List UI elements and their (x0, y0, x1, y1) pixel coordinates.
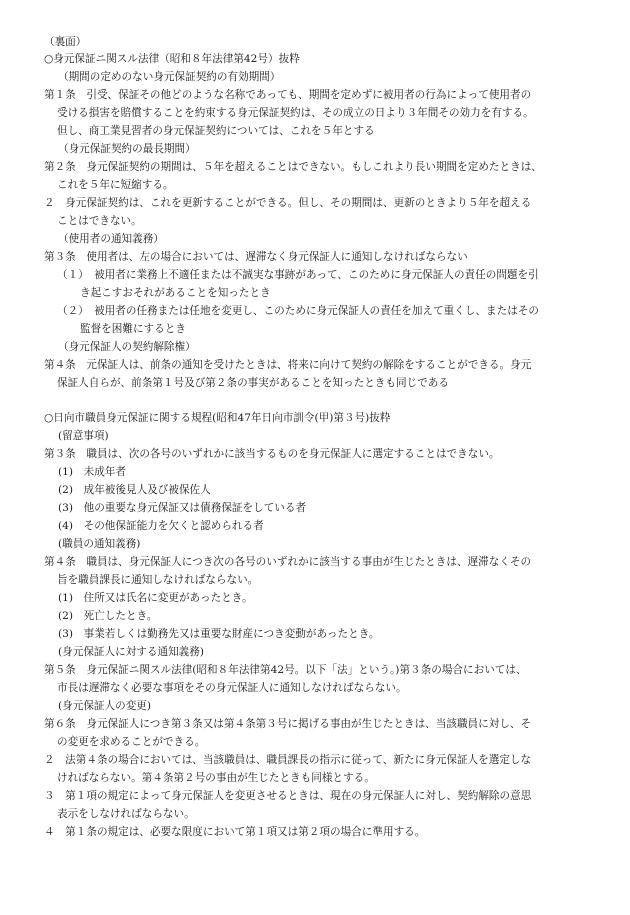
section2-article6-paragraph4-line1: ４ 第１条の規定は、必要な限度において第１項又は第２項の場合に準用する。 (44, 826, 426, 838)
section2-article6-line1: 第６条 身元保証人につき第３条又は第４条第３号に掲げる事由が生じたときは、当該職員に対し、そ (44, 718, 532, 730)
section2-article3-line1: 第３条 職員は、次の各号のいずれかに該当するものを身元保証人に選定することはできない。 (44, 448, 500, 460)
section2-article6-paragraph2-line1: ２ 法第４条の場合においては、当該職員は、職員課長の指示に従って、新たに身元保証人を選定しな (44, 754, 532, 766)
section2-article4-line1: 第４条 職員は、身元保証人につき次の各号のいずれかに該当する事由が生じたときは、遅滞なくその (44, 556, 532, 568)
section2-article6-line2: の変更を求めることができる。 (57, 736, 206, 748)
section2-article5-line1: 第５条 身元保証ニ関スル法律(昭和８年法律第42号。以下「法」という。)第３条の場合においては、 (44, 664, 527, 676)
section1-article3-item1-line1: （１） 被用者に業務上不適任または不誠実な事跡があって、このために身元保証人の責任の問題を引 (57, 269, 539, 281)
section1-article1-line3: 但し、商工業見習者の身元保証契約については、これを５年とする (57, 125, 375, 137)
section1-article4-line1: 第４条 元保証人は、前条の通知を受けたときは、将来に向けて契約の解除をすることができる。身元 (44, 359, 532, 371)
section1-heading-max-period: （身元保証契約の最長期間） (58, 143, 196, 155)
section2-article3-item: (3) 他の重要な身元保証又は債務保証をしている者 (58, 502, 307, 514)
section2-heading-notes: (留意事項) (58, 430, 109, 442)
section2-heading-guarantor-notice: (身元保証人に対する通知義務) (58, 646, 204, 658)
section2-article6-paragraph3-line2: 表示をしなければならない。 (57, 808, 195, 820)
section2-article6-paragraph3-line1: ３ 第１項の規定によって身元保証人を変更させるときは、現在の身元保証人に対し、契約解除の意思 (44, 790, 532, 802)
section2-article4-item: (1) 住所又は氏名に変更があったとき。 (58, 592, 253, 604)
section2-article4-item: (3) 事業若しくは勤務先又は重要な財産につき変動があったとき。 (58, 628, 380, 640)
section1-title: ○身元保証ニ関スル法律（昭和８年法律第42号）抜粋 (44, 53, 300, 65)
section2-article6-paragraph2-line2: ければならない。第４条第２号の事由が生じたときも同様とする。 (57, 772, 375, 784)
section1-article2-paragraph2-line1: ２ 身元保証契約は、これを更新することができる。但し、その期間は、更新のときより５年を超える (44, 197, 532, 209)
page-side-label: （裏面） (44, 36, 87, 48)
section1-article3-line1: 第３条 使用者は、左の場合においては、遅滞なく身元保証人に通知しなければならない (44, 251, 468, 263)
section1-article3-item2-line2: 監督を困難にするとき (80, 323, 186, 335)
section1-article2-line1: 第２条 身元保証契約の期間は、５年を超えることはできない。もしこれより長い期間を定めたときは、 (44, 161, 542, 173)
section2-heading-staff-notice: (職員の通知義務) (58, 538, 141, 550)
section1-article2-line2: これを５年に短縮する。 (57, 179, 174, 191)
section2-article5-line2: 市長は遅滞なく必要な事項をその身元保証人に通知しなければならない。 (57, 682, 407, 694)
section1-article1-line1: 第１条 引受、保証その他どのような名称であっても、期間を定めずに被用者の行為によって使用者の (44, 89, 532, 101)
section1-heading-notice-duty: （使用者の通知義務） (58, 233, 164, 245)
section1-article1-line2: 受ける損害を賠償することを約束する身元保証契約は、その成立の日より３年間その効力を有する。 (57, 107, 534, 119)
section2-article3-item: (2) 成年被後見人及び被保佐人 (58, 484, 211, 496)
section2-article3-item: (4) その他保証能力を欠くと認められる者 (58, 520, 264, 532)
section1-article4-line2: 保証人自らが、前条第１号及び第２条の事実があることを知ったときも同じである (57, 377, 449, 389)
section1-heading-validity: （期間の定めのない身元保証契約の有効期間） (58, 71, 281, 83)
section1-article2-paragraph2-line2: ことはできない。 (57, 215, 142, 227)
section1-article3-item2-line1: （２） 被用者の任務または任地を変更し、このために身元保証人の責任を加えて重くし、またはその (57, 305, 540, 317)
section2-title: ○日向市職員身元保証に関する規程(昭和47年日向市訓令(甲)第３号)抜粋 (44, 412, 391, 424)
section2-article4-line2: 旨を職員課長に通知しなければならない。 (57, 574, 259, 586)
section1-article3-item1-line2: き起こすおそれがあることを知ったとき (80, 287, 271, 299)
section2-article4-item: (2) 死亡したとき。 (58, 610, 158, 622)
section2-heading-change: (身元保証人の変更) (58, 700, 152, 712)
section2-article3-item: (1) 未成年者 (58, 466, 126, 478)
section1-heading-cancel-right: （身元保証人の契約解除権） (58, 341, 196, 353)
